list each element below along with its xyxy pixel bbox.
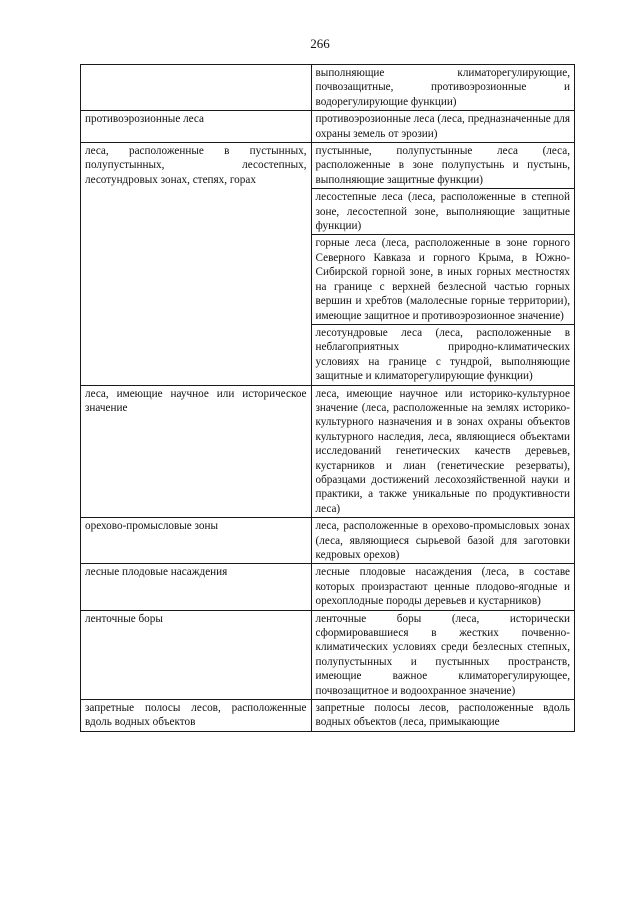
table-cell-right: горные леса (леса, расположенные в зоне горного Северного Кавказа и горного Крыма, в Южно-Сибирской горной зоне, в иных горных местностях на границе с верхней безлесной частью горных вершин и хребтов (малолесные горные территории), имеющие защитное и противоэрозионное значение) — [311, 235, 574, 324]
table-cell-right: выполняющие климаторегулирующие, почвозащитные, противоэрозионные и водорегулирующие функции) — [311, 65, 574, 111]
table-cell-left: лесные плодовые насаждения — [81, 564, 312, 610]
table-row — [81, 700, 575, 732]
page-number: 266 — [310, 36, 330, 51]
table-cell-right: противоэрозионные леса (леса, предназначенные для охраны земель от эрозии) — [311, 111, 574, 143]
table-cell-right: леса, имеющие научное или историко-культурное значение (леса, расположенные на землях историко-культурного назначения и в зонах охраны объектов культурного наследия, леса, являющиеся объектами исследований генетических качеств деревьев, кустарников и лиан (генетические резерваты), образцами достижений лесохозяйственной науки и практики, а также уникальные по продуктивности леса) — [311, 385, 574, 518]
table-row — [81, 143, 575, 189]
table-row — [81, 518, 575, 564]
table-cell-right: лесостепные леса (леса, расположенные в степной зоне, лесостепной зоне, выполняющие защитные функции) — [311, 189, 574, 235]
table-cell-right: леса, расположенные в орехово-промысловых зонах (леса, являющиеся сырьевой базой для заготовки кедровых орехов) — [311, 518, 574, 564]
table-cell-left: ленточные боры — [81, 610, 312, 699]
table-cell-right: пустынные, полупустынные леса (леса, расположенные в зоне полупустынь и пустынь, выполняющие защитные функции) — [311, 143, 574, 189]
table-row — [81, 564, 575, 610]
table-cell-left — [81, 65, 312, 111]
table-row — [81, 385, 575, 518]
forest-category-table — [80, 64, 575, 732]
table-cell-right: ленточные боры (леса, исторически сформировавшиеся в жестких почвенно-климатических условиях среди безлесных степных, полупустынных и пустынных пространств, имеющие важное климаторегулирующее, почвозащитное и водоохранное значение) — [311, 610, 574, 699]
table-cell-left: леса, расположенные в пустынных, полупустынных, лесостепных, лесотундровых зонах, степях, горах — [81, 143, 312, 386]
table-cell-right: лесотундровые леса (леса, расположенные в неблагоприятных природно-климатических условиях на границе с тундрой, выполняющие защитные и климаторегулирующие функции) — [311, 324, 574, 385]
table-cell-left: леса, имеющие научное или историческое значение — [81, 385, 312, 518]
table-row — [81, 610, 575, 699]
table-cell-right: запретные полосы лесов, расположенные вдоль водных объектов (леса, примыкающие — [311, 700, 574, 732]
table-row — [81, 65, 575, 111]
table-row — [81, 111, 575, 143]
table-cell-left: противоэрозионные леса — [81, 111, 312, 143]
table-cell-left: запретные полосы лесов, расположенные вдоль водных объектов — [81, 700, 312, 732]
table-cell-right: лесные плодовые насаждения (леса, в составе которых произрастают ценные плодово-ягодные и орехоплодные породы деревьев и кустарников) — [311, 564, 574, 610]
table-cell-left: орехово-промысловые зоны — [81, 518, 312, 564]
